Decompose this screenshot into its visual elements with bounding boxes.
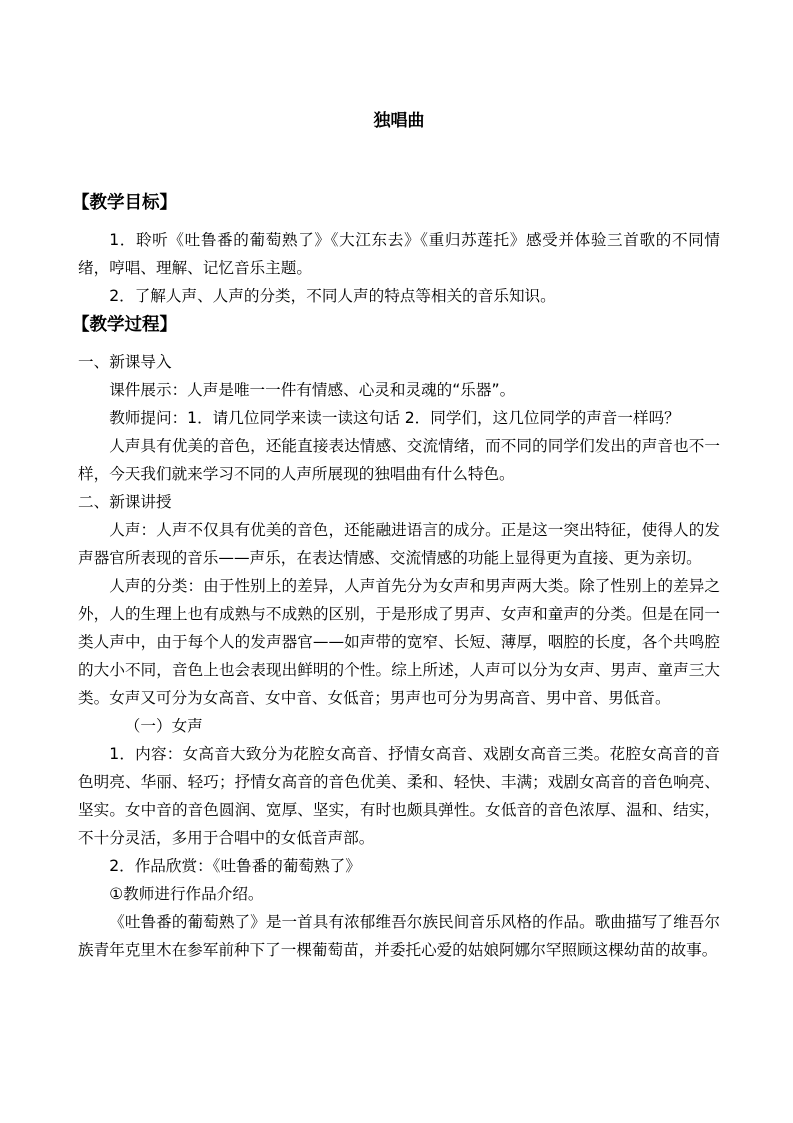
heading-teaching-process: 【教学过程】 bbox=[72, 315, 177, 335]
paragraph: 人声具有优美的音色，还能直接表达情感、交流情绪，而不同的同学们发出的声音也不一样，今天我们就来学习不同的人声所展现的独唱曲有什么特色。 bbox=[78, 437, 720, 483]
section-heading-intro: 一、新课导入 bbox=[78, 353, 172, 371]
paragraph: 课件展示：人声是唯一一件有情感、心灵和灵魂的“乐器”。 bbox=[109, 381, 516, 399]
paragraph: ①教师进行作品介绍。 bbox=[109, 885, 264, 903]
paragraph: 人声：人声不仅具有优美的音色，还能融进语言的成分。正是这一突出特征，使得人的发声器官所表现的音乐——声乐，在表达情感、交流情感的功能上显得更为直接、更为亲切。 bbox=[78, 521, 720, 567]
document-title: 独唱曲 bbox=[373, 111, 425, 131]
goal-paragraph: 1．聆听《吐鲁番的葡萄熟了》《大江东去》《重归苏莲托》感受并体验三首歌的不同情绪，哼唱、理解、记忆音乐主题。 bbox=[78, 231, 720, 277]
paragraph: 人声的分类：由于性别上的差异，人声首先分为女声和男声两大类。除了性别上的差异之外，人的生理上也有成熟与不成熟的区别，于是形成了男声、女声和童声的分类。但是在同一类人声中，由于每个人的发声器官——如声带的宽窄、长短、薄厚，咽腔的长度，各个共鸣腔的大小不同，音色上也会表现出鲜明的个性。综上所述，人声可以分为女声、男声、童声三大类。女声又可分为女高音、女中音、女低音；男声也可分为男高音、男中音、男低音。 bbox=[78, 577, 720, 707]
heading-teaching-goals: 【教学目标】 bbox=[72, 193, 177, 213]
document-body bbox=[72, 188, 720, 964]
goal-paragraph: 2．了解人声、人声的分类，不同人声的特点等相关的音乐知识。 bbox=[109, 287, 556, 305]
section-heading-lecture: 二、新课讲授 bbox=[78, 493, 172, 511]
subsection-heading-female-voice: （一）女声 bbox=[124, 717, 203, 735]
paragraph: 2．作品欣赏：《吐鲁番的葡萄熟了》 bbox=[109, 857, 361, 875]
paragraph: 《吐鲁番的葡萄熟了》是一首具有浓郁维吾尔族民间音乐风格的作品。歌曲描写了维吾尔族青年克里木在参军前种下了一棵葡萄苗，并委托心爱的姑娘阿娜尔罕照顾这棵幼苗的故事。 bbox=[78, 913, 720, 959]
paragraph: 教师提问：1．请几位同学来读一读这句话 2．同学们，这几位同学的声音一样吗？ bbox=[109, 409, 680, 427]
paragraph: 1．内容：女高音大致分为花腔女高音、抒情女高音、戏剧女高音三类。花腔女高音的音色明亮、华丽、轻巧；抒情女高音的音色优美、柔和、轻快、丰满；戏剧女高音的音色响亮、坚实。女中音的音色圆润、宽厚、坚实，有时也颇具弹性。女低音的音色浓厚、温和、结实，不十分灵活，多用于合唱中的女低音声部。 bbox=[78, 745, 720, 847]
